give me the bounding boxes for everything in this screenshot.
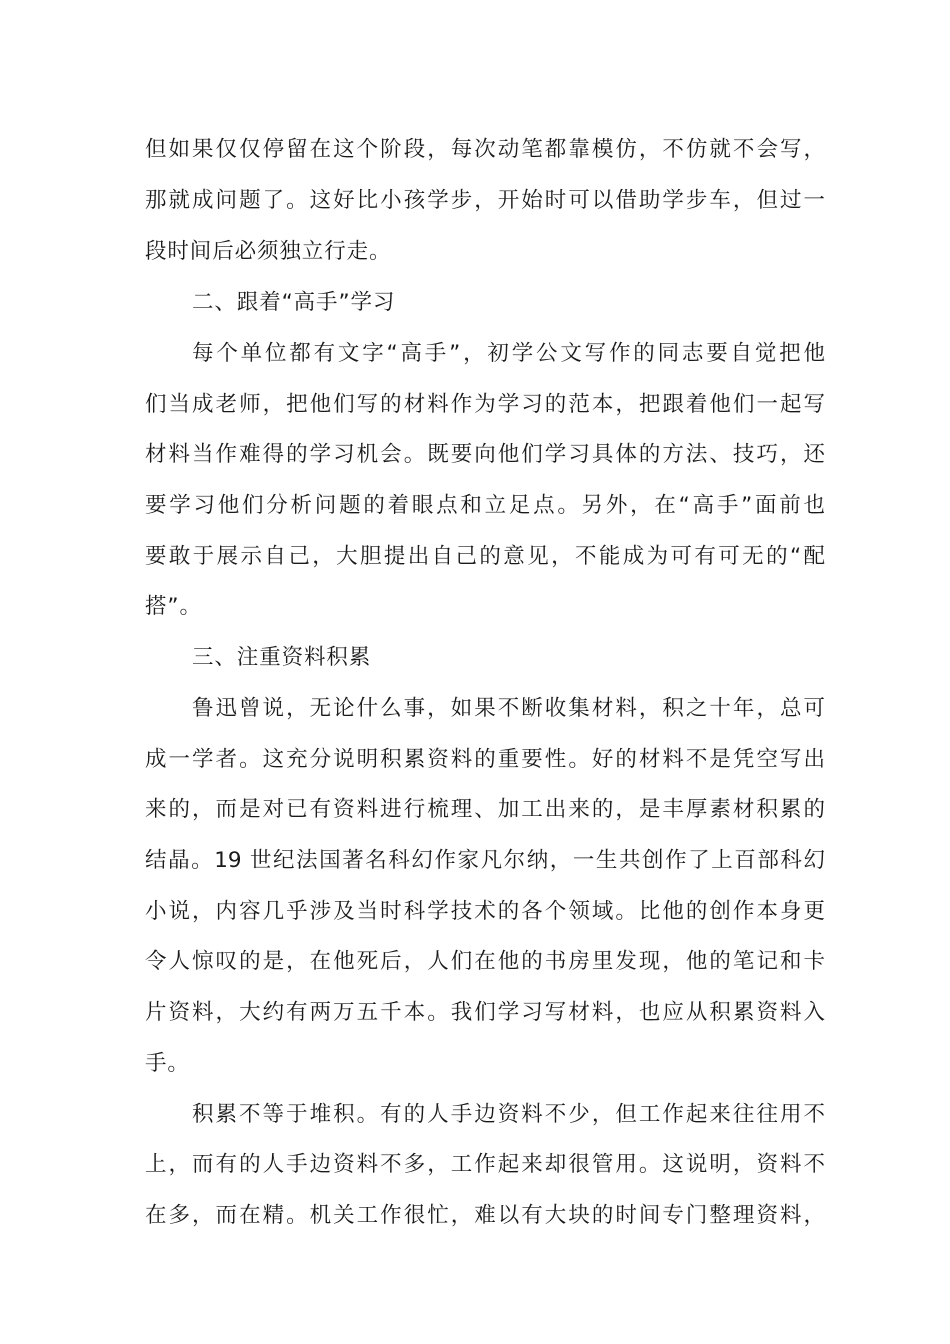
text-line: 们当成老师，把他们写的材料作为学习的范本，把跟着他们一起写 [145, 392, 825, 417]
text-line: 小说，内容几乎涉及当时科学技术的各个领域。比他的创作本身更 [145, 899, 825, 924]
text-line: 成一学者。这充分说明积累资料的重要性。好的材料不是凭空写出 [145, 747, 825, 772]
text-line: 鲁迅曾说，无论什么事，如果不断收集材料，积之十年，总可 [192, 696, 825, 721]
section-heading: 二、跟着“高手”学习 [192, 290, 396, 315]
text-line: 要敢于展示自己，大胆提出自己的意见，不能成为可有可无的“配 [145, 544, 825, 569]
text-line: 手。 [145, 1051, 190, 1076]
text-line: 结晶。19 世纪法国著名科幻作家凡尔纳，一生共创作了上百部科幻 [145, 848, 825, 873]
text-line: 积累不等于堆积。有的人手边资料不少，但工作起来往往用不 [192, 1102, 825, 1127]
text-line: 材料当作难得的学习机会。既要向他们学习具体的方法、技巧，还 [145, 442, 825, 467]
text-line: 段时间后必须独立行走。 [145, 239, 392, 264]
section-heading: 三、注重资料积累 [192, 645, 372, 670]
text-line: 在多，而在精。机关工作很忙，难以有大块的时间专门整理资料， [145, 1203, 825, 1228]
text-line: 要学习他们分析问题的着眼点和立足点。另外，在“高手”面前也 [145, 493, 825, 518]
text-line: 搭”。 [145, 594, 202, 619]
text-line: 每个单位都有文字“高手”，初学公文写作的同志要自觉把他 [192, 341, 825, 366]
text-line: 那就成问题了。这好比小孩学步，开始时可以借助学步车，但过一 [145, 188, 825, 213]
text-line: 但如果仅仅停留在这个阶段，每次动笔都靠模仿，不仿就不会写， [145, 137, 825, 162]
text-line: 上，而有的人手边资料不多，工作起来却很管用。这说明，资料不 [145, 1152, 825, 1177]
text-line: 来的，而是对已有资料进行梳理、加工出来的，是丰厚素材积累的 [145, 797, 825, 822]
text-line: 令人惊叹的是，在他死后，人们在他的书房里发现，他的笔记和卡 [145, 949, 825, 974]
text-line: 片资料，大约有两万五千本。我们学习写材料，也应从积累资料入 [145, 1000, 825, 1025]
